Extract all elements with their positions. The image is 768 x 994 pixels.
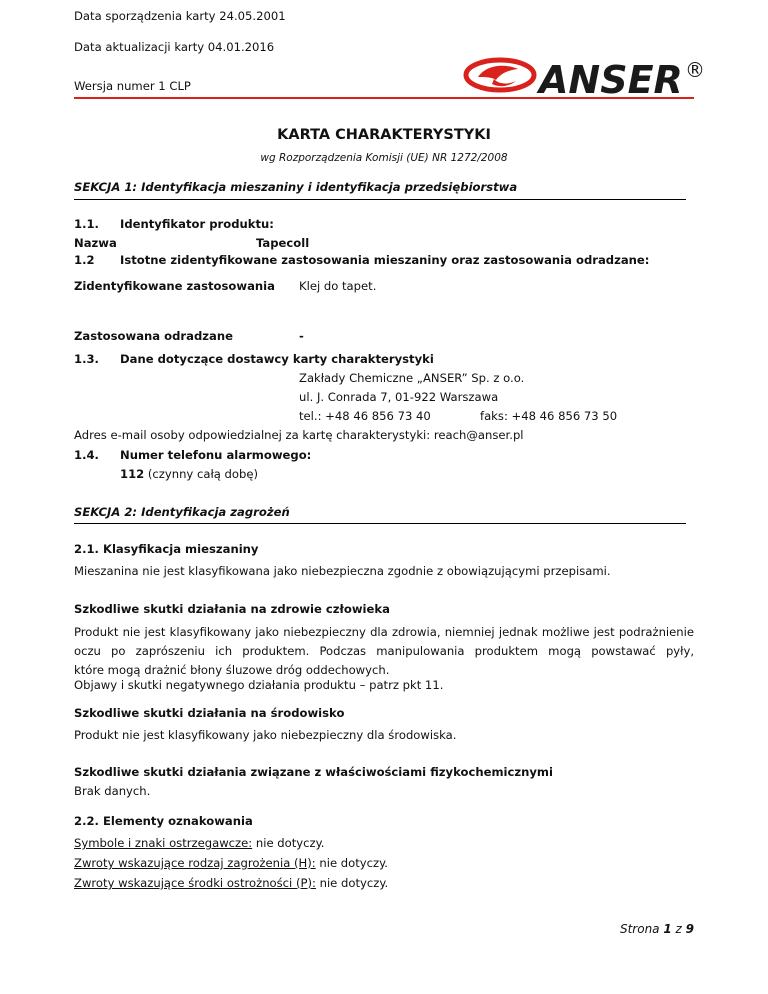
precautionary-statements-line <box>74 876 388 890</box>
discouraged-uses-label: Zastosowana odradzane <box>74 329 233 343</box>
supplier-address: ul. J. Conrada 7, 01-922 Warszawa <box>299 390 499 404</box>
emergency-number: 112 <box>120 467 145 481</box>
section-1-3-number: 1.3. <box>74 352 99 366</box>
supplier-phone: tel.: +48 46 856 73 40 <box>299 409 431 423</box>
precautionary-statements-value: nie dotyczy. <box>315 876 389 890</box>
emergency-note: (czynny całą dobę) <box>144 467 259 481</box>
physchem-effects-heading: Szkodliwe skutki działania związane z właściwościami fizykochemicznymi <box>74 765 553 779</box>
symbols-label: Symbole i znaki ostrzegawcze: <box>74 836 253 850</box>
section-1-4-label: Numer telefonu alarmowego: <box>120 448 312 462</box>
responsible-email-line: Adres e-mail osoby odpowiedzialnej za kartę charakterystyki: reach@anser.pl <box>74 428 524 442</box>
precautionary-statements-label: Zwroty wskazujące środki ostrożności (P): <box>74 876 316 890</box>
bird-icon <box>478 66 518 80</box>
symbols-value: nie dotyczy. <box>252 836 325 850</box>
health-effects-heading: Szkodliwe skutki działania na zdrowie człowieka <box>74 602 390 616</box>
section-1-4-number: 1.4. <box>74 448 99 462</box>
logo-wordmark: ANSER <box>539 58 683 99</box>
health-effects-paragraph <box>74 623 694 680</box>
section-2-2-heading: 2.2. Elementy oznakowania <box>74 814 253 828</box>
section-1-1-label: Identyfikator produktu: <box>120 217 274 231</box>
environment-effects-text: Produkt nie jest klasyfikowany jako niebezpieczny dla środowiska. <box>74 728 457 742</box>
health-line: oczu po zaprószeniu ich produktem. Podczas manipulowania produktem mogą powstawać pyły, <box>74 644 694 658</box>
section-1-3-label: Dane dotyczące dostawcy karty charakterystyki <box>120 352 434 366</box>
symbols-line <box>74 836 324 850</box>
date-updated: Data aktualizacji karty 04.01.2016 <box>74 40 275 54</box>
page-total: 9 <box>685 922 694 936</box>
section2-rule <box>74 523 686 524</box>
section-1-1-number: 1.1. <box>74 217 99 231</box>
supplier-name: Zakłady Chemiczne „ANSER” Sp. z o.o. <box>299 371 525 385</box>
version-number: Wersja numer 1 CLP <box>74 79 191 93</box>
hazard-statements-label: Zwroty wskazujące rodzaj zagrożenia (H): <box>74 856 316 870</box>
header-red-rule <box>74 97 694 99</box>
emergency-phone <box>120 467 258 481</box>
product-name-label: Nazwa <box>74 236 117 250</box>
discouraged-uses-value: - <box>299 329 304 343</box>
environment-effects-heading: Szkodliwe skutki działania na środowisko <box>74 706 345 720</box>
document-subtitle: wg Rozporządzenia Komisji (UE) NR 1272/2008 <box>260 152 508 164</box>
classification-text: Mieszanina nie jest klasyfikowana jako niebezpieczna zgodnie z obowiązującymi przepisami. <box>74 564 611 578</box>
section1-rule <box>74 199 686 200</box>
page-current: 1 <box>663 922 672 936</box>
date-created: Data sporządzenia karty 24.05.2001 <box>74 9 286 23</box>
section-1-2-label: Istotne zidentyfikowane zastosowania mieszaniny oraz zastosowania odradzane: <box>120 253 650 267</box>
section-1-2-number: 1.2 <box>74 253 95 267</box>
identified-uses-label: Zidentyfikowane zastosowania <box>74 279 275 293</box>
anser-logo <box>460 57 710 99</box>
page-separator: z <box>671 922 686 936</box>
section2-heading: SEKCJA 2: Identyfikacja zagrożeń <box>74 505 290 519</box>
health-effects-reference: Objawy i skutki negatywnego działania produktu – patrz pkt 11. <box>74 678 444 692</box>
health-line: Produkt nie jest klasyfikowany jako niebezpieczny dla zdrowia, niemniej jednak możliwe jest podrażnienie <box>74 625 694 639</box>
hazard-statements-line <box>74 856 388 870</box>
physchem-effects-text: Brak danych. <box>74 784 151 798</box>
supplier-fax: faks: +48 46 856 73 50 <box>480 409 618 423</box>
section-2-1-heading: 2.1. Klasyfikacja mieszaniny <box>74 542 259 556</box>
registered-mark-icon: ® <box>685 58 705 82</box>
product-name-value: Tapecoll <box>256 236 310 250</box>
health-line: które mogą drażnić błony śluzowe dróg oddechowych. <box>74 663 390 677</box>
identified-uses-value: Klej do tapet. <box>299 279 377 293</box>
page-prefix: Strona <box>619 922 664 936</box>
document-title: KARTA CHARAKTERYSTYKI <box>277 127 491 143</box>
hazard-statements-value: nie dotyczy. <box>315 856 388 870</box>
section1-heading: SEKCJA 1: Identyfikacja mieszaniny i identyfikacja przedsiębiorstwa <box>74 180 518 194</box>
page-number <box>620 922 694 936</box>
